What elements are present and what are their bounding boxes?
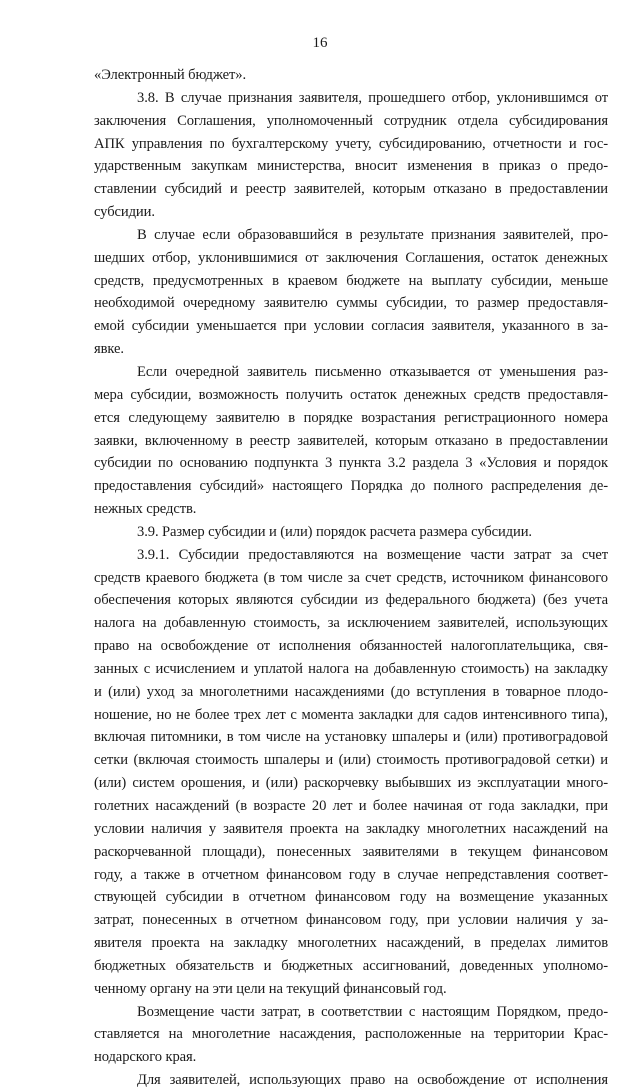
text-line: условии наличия у заявителя проекта на закладку многолетних насаждений на (94, 820, 608, 837)
text-line: ставляется на многолетние насаждения, расположенные на территории Крас- (94, 1026, 608, 1043)
text-line: емой субсидии уменьшается при условии согласия заявителя, указанного в за- (94, 318, 608, 335)
text-line: Если очередной заявитель письменно отказывается от уменьшения раз- (137, 363, 608, 380)
text-line: налога на добавленную стоимость, за исключением заявителей, использующих (94, 615, 608, 632)
text-line: ствующей субсидии в отчетном финансовом году на возмещение указанных (94, 889, 608, 906)
text-line: бюджетных обязательств и бюджетных ассигнований, доведенных уполномо- (94, 957, 608, 974)
text-line: В случае если образовавшийся в результате признания заявителей, про- (137, 226, 608, 243)
text-line: заявки, включенному в реестр заявителей, которым отказано в предоставлении (94, 432, 608, 449)
text-line: субсидии. (94, 204, 155, 221)
text-line: средств, предусмотренных в краевом бюджете на выплату субсидии, меньше (94, 272, 608, 289)
text-line: обеспечения которых являются субсидии из федерального бюджета) (без учета (94, 592, 608, 609)
text-line: 3.9. Размер субсидии и (или) порядок расчета размера субсидии. (137, 523, 532, 540)
text-line: заключения Соглашения, уполномоченный сотрудник отдела субсидирования (94, 112, 608, 129)
text-line: раскорчеванной площади), понесенных заявителями в текущем финансовом (94, 843, 608, 860)
text-line: Возмещение части затрат, в соответствии с настоящим Порядком, предо- (137, 1003, 608, 1020)
text-line: (или) систем орошения, и (или) раскорчевку выбывших из эксплуатации много- (94, 775, 608, 792)
text-line: субсидии по основанию подпункта 3 пункта 3.2 раздела 3 «Условия и порядок (94, 455, 608, 472)
text-line: необходимой очередному заявителю суммы субсидии, то размер предоставля- (94, 295, 608, 312)
text-line: Для заявителей, использующих право на освобождение от исполнения (137, 1072, 608, 1089)
text-line: году, а также в отчетном финансовом году в случае непредставления соответ- (94, 866, 608, 883)
page-number: 16 (312, 35, 328, 51)
text-line: АПК управления по бухгалтерскому учету, субсидированию, отчетности и гос- (94, 135, 608, 152)
text-line: мера субсидии, возможность получить остаток денежных средств предоставля- (94, 386, 608, 403)
text-line: явителя проекта на закладку многолетних насаждений, в пределах лимитов (94, 935, 608, 952)
text-line: ченному органу на эти цели на текущий финансовый год. (94, 980, 447, 997)
text-line: 3.8. В случае признания заявителя, прошедшего отбор, уклонившимся от (137, 89, 608, 106)
text-line: предоставления субсидий» настоящего Порядка до полного распределения де- (94, 478, 608, 495)
text-line: средств краевого бюджета (в том числе за счет средств, источником финансового (94, 569, 608, 586)
text-line: явке. (94, 341, 124, 358)
text-line: затрат, понесенных в отчетном финансовом году, при условии наличия у за- (94, 912, 608, 929)
text-line: нодарского края. (94, 1049, 197, 1066)
text-line: 3.9.1. Субсидии предоставляются на возмещение части затрат за счет (137, 546, 608, 563)
text-line: занных с исчислением и уплатой налога на добавленную стоимость) на закладку (94, 660, 608, 677)
text-line: голетних насаждений (в возрасте 20 лет и более начиная от года закладки, при (94, 798, 608, 814)
text-line: нежных средств. (94, 501, 197, 518)
text-line: ется следующему заявителю в порядке возрастания регистрационного номера (94, 409, 608, 426)
text-line: право на освобождение от исполнения обязанностей налогоплательщика, свя- (94, 638, 608, 655)
text-line: ношение, но не более трех лет с момента закладки для садов интенсивного типа), (94, 706, 608, 723)
document-body (94, 64, 608, 1092)
text-line: включая питомники, в том числе на установку шпалеры и (или) противоградовой (94, 729, 608, 746)
text-line: сетки (включая стоимость шпалеры и (или) стоимость противоградовой сетки) и (94, 752, 608, 769)
text-line: ставлении субсидий и реестр заявителей, которым отказано в предоставлении (94, 181, 608, 198)
text-line: шедших отбор, уклонившимися от заключения Соглашения, остаток денежных (94, 249, 608, 266)
text-line: «Электронный бюджет». (94, 67, 247, 83)
text-line: и (или) уход за многолетними насаждениями (до вступления в товарное плодо- (94, 683, 608, 700)
text-line: ударственным закупкам министерства, вносит изменения в приказ о предо- (94, 158, 608, 175)
